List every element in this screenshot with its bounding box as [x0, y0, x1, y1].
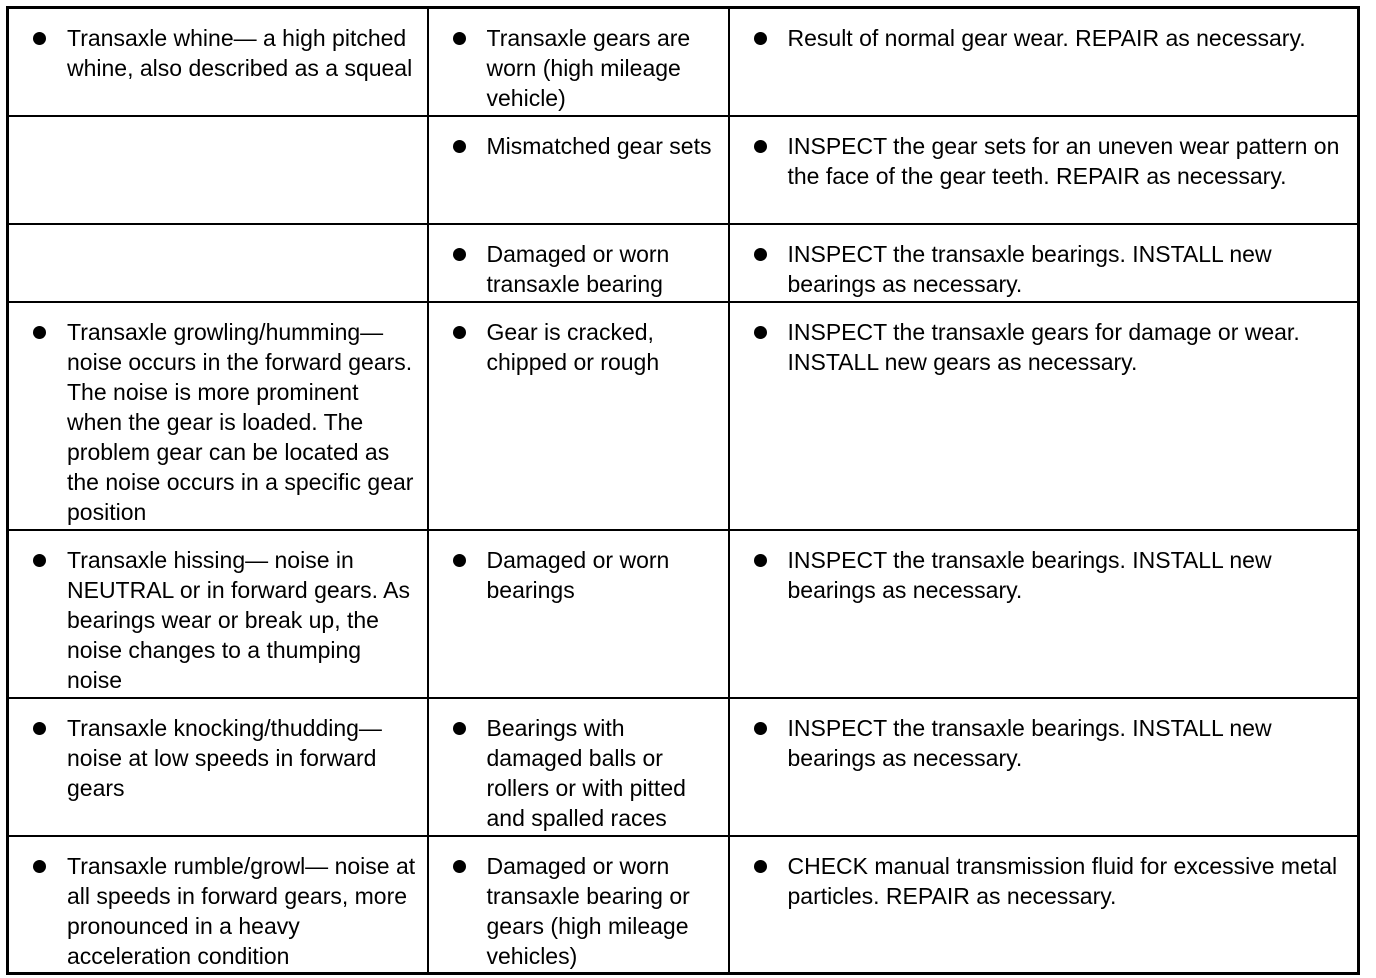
bullet-icon — [33, 554, 46, 567]
table-row — [8, 116, 1359, 224]
cause-cell — [428, 302, 729, 530]
bullet-icon — [754, 554, 767, 567]
diagnosis-table — [6, 6, 1360, 975]
bullet-icon — [754, 326, 767, 339]
condition-cell-empty — [8, 116, 428, 224]
bullet-icon — [33, 32, 46, 45]
action-text: INSPECT the transaxle gears for damage or wear. INSTALL new gears as necessary. — [787, 318, 1300, 375]
cause-text: Gear is cracked, chipped or rough — [486, 318, 660, 375]
bullet-icon — [754, 248, 767, 261]
bullet-icon — [453, 326, 466, 339]
cause-text: Damaged or worn bearings — [486, 546, 670, 603]
table-row — [8, 224, 1359, 302]
bullet-icon — [453, 248, 466, 261]
cause-cell — [428, 836, 729, 974]
condition-cell-empty — [8, 224, 428, 302]
bullet-icon — [453, 140, 466, 153]
action-text: INSPECT the gear sets for an uneven wear pattern on the face of the gear teeth. REPAIR as necessary. — [787, 132, 1340, 189]
action-text: INSPECT the transaxle bearings. INSTALL new bearings as necessary. — [787, 714, 1272, 771]
table-row — [8, 302, 1359, 530]
action-cell — [729, 8, 1359, 116]
bullet-icon — [33, 722, 46, 735]
condition-cell — [8, 530, 428, 698]
condition-cell — [8, 698, 428, 836]
table-row — [8, 8, 1359, 116]
action-text: INSPECT the transaxle bearings. INSTALL new bearings as necessary. — [787, 546, 1272, 603]
action-text: INSPECT the transaxle bearings. INSTALL new bearings as necessary. — [787, 240, 1272, 297]
bullet-icon — [33, 326, 46, 339]
cause-text: Damaged or worn transaxle bearing — [486, 240, 670, 297]
condition-text: Transaxle rumble/growl— noise at all speeds in forward gears, more pronounced in a heavy acceleration condition — [67, 852, 416, 969]
condition-text: Transaxle knocking/thudding— noise at low speeds in forward gears — [67, 714, 382, 801]
cause-text: Damaged or worn transaxle bearing or gears (high mileage vehicles) — [486, 852, 690, 969]
cause-cell — [428, 116, 729, 224]
bullet-icon — [754, 32, 767, 45]
action-cell — [729, 116, 1359, 224]
condition-cell — [8, 8, 428, 116]
condition-cell — [8, 836, 428, 974]
bullet-icon — [754, 860, 767, 873]
action-cell — [729, 224, 1359, 302]
bullet-icon — [33, 860, 46, 873]
action-text: CHECK manual transmission fluid for excessive metal particles. REPAIR as necessary. — [787, 852, 1338, 909]
action-cell — [729, 530, 1359, 698]
cause-cell — [428, 224, 729, 302]
cause-text: Bearings with damaged balls or rollers or with pitted and spalled races — [486, 714, 686, 831]
cause-cell — [428, 8, 729, 116]
condition-text: Transaxle hissing— noise in NEUTRAL or in forward gears. As bearings wear or break up, the noise changes to a thumping noise — [67, 546, 410, 693]
bullet-icon — [754, 140, 767, 153]
bullet-icon — [453, 32, 466, 45]
condition-cell — [8, 302, 428, 530]
cause-cell — [428, 530, 729, 698]
cause-text: Transaxle gears are worn (high mileage vehicle) — [486, 25, 691, 111]
bullet-icon — [754, 722, 767, 735]
cause-cell — [428, 698, 729, 836]
bullet-icon — [453, 554, 466, 567]
condition-text: Transaxle growling/humming— noise occurs in the forward gears. The noise is more prominent when the gear is loaded. The problem gear can be located as the noise occurs in a specific gear position — [67, 318, 414, 525]
action-text: Result of normal gear wear. REPAIR as necessary. — [787, 25, 1306, 51]
action-cell — [729, 836, 1359, 974]
table-row — [8, 530, 1359, 698]
bullet-icon — [453, 722, 466, 735]
bullet-icon — [453, 860, 466, 873]
action-cell — [729, 302, 1359, 530]
table-row — [8, 836, 1359, 974]
action-cell — [729, 698, 1359, 836]
condition-text: Transaxle whine— a high pitched whine, also described as a squeal — [67, 25, 413, 81]
cause-text: Mismatched gear sets — [486, 132, 712, 159]
table-row — [8, 698, 1359, 836]
